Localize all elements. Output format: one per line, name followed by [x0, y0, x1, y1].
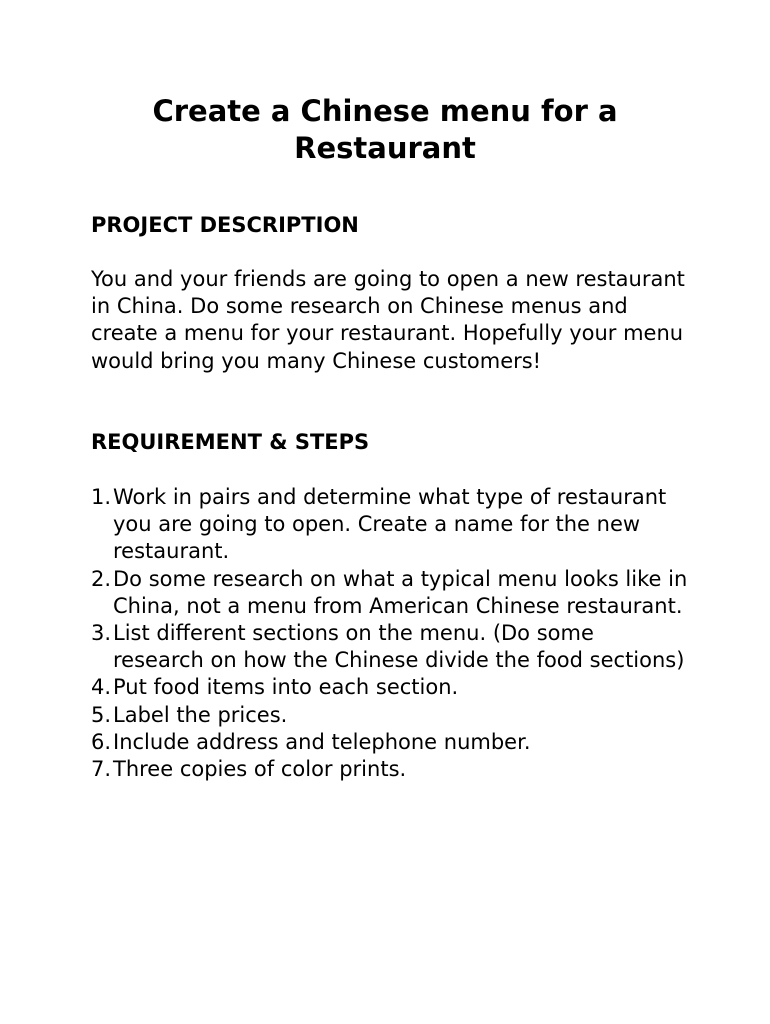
steps-list: [91, 484, 691, 783]
step-text: List different sections on the menu. (Do some research on how the Chinese divide the food sections): [113, 621, 685, 673]
project-description-text: You and your friends are going to open a new restaurant in China. Do some research on Chinese menus and create a menu for your restaurant. Hopefully your menu would bring you many Chinese customers!: [91, 267, 685, 373]
step-text: Put food items into each section.: [113, 675, 459, 700]
step-item: [91, 620, 691, 674]
step-number: 5.: [91, 702, 112, 727]
step-item: [91, 702, 691, 729]
step-item: [91, 566, 691, 620]
step-item: [91, 674, 691, 701]
step-item: [91, 484, 691, 566]
step-item: [91, 756, 691, 783]
step-text: Label the prices.: [113, 702, 288, 727]
page-title: [60, 93, 710, 167]
step-text: Three copies of color prints.: [113, 757, 407, 782]
step-number: 7.: [91, 757, 112, 782]
page-title-line-1: Create a Chinese menu for a: [152, 94, 618, 128]
step-number: 1.: [91, 485, 112, 509]
step-item: [91, 729, 691, 756]
step-number: 6.: [91, 729, 112, 754]
step-number: 4.: [91, 675, 112, 700]
step-number: 3.: [91, 621, 112, 646]
step-number: 2.: [91, 566, 112, 591]
step-text: Include address and telephone number.: [113, 729, 531, 754]
project-description-heading: PROJECT DESCRIPTION: [91, 213, 359, 237]
page-title-line-2: Restaurant: [294, 131, 476, 165]
step-text: Work in pairs and determine what type of restaurant you are going to open. Create a name for the new restaurant.: [113, 485, 667, 564]
requirements-heading: REQUIREMENT & STEPS: [91, 430, 370, 454]
step-text: Do some research on what a typical menu looks like in China, not a menu from American Chinese restaurant.: [113, 566, 688, 618]
